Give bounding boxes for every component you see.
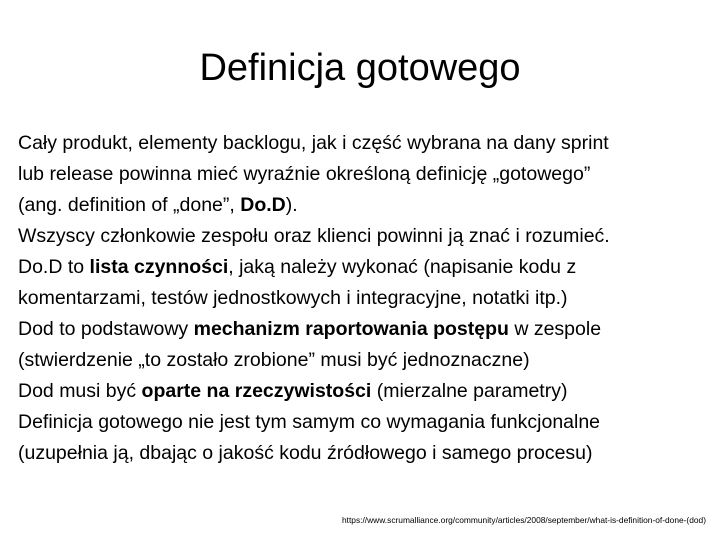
paragraph bbox=[18, 407, 708, 469]
paragraph-line bbox=[18, 221, 708, 252]
text-run: Do.D to bbox=[18, 256, 90, 278]
text-run: (stwierdzenie „to zostało zrobione” musi być jednoznaczne) bbox=[18, 349, 530, 371]
text-run: (mierzalne parametry) bbox=[371, 380, 568, 402]
paragraph-line bbox=[18, 128, 708, 159]
paragraph bbox=[18, 314, 708, 376]
paragraph-line bbox=[18, 314, 708, 345]
text-run: w zespole bbox=[508, 318, 602, 340]
bold-text: oparte na rzeczywistości bbox=[141, 380, 372, 402]
paragraph-line bbox=[18, 376, 708, 407]
paragraph bbox=[18, 128, 708, 221]
text-run: Dod musi być bbox=[18, 380, 142, 402]
paragraph-line bbox=[18, 345, 708, 376]
paragraph-line bbox=[18, 283, 708, 314]
text-run: (uzupełnia ją, dbając o jakość kodu źródłowego i samego procesu) bbox=[18, 442, 593, 464]
text-run: Definicja gotowego nie jest tym samym co wymagania funkcjonalne bbox=[18, 411, 601, 433]
paragraph bbox=[18, 252, 708, 314]
text-run: lub release powinna mieć wyraźnie określoną definicję „gotowego” bbox=[18, 163, 591, 185]
paragraph-line bbox=[18, 159, 708, 190]
bold-text: Do.D bbox=[240, 194, 286, 216]
slide-body bbox=[18, 128, 708, 469]
bold-text: mechanizm raportowania postępu bbox=[193, 318, 509, 340]
text-run: ). bbox=[285, 194, 298, 216]
text-run: Wszyscy członkowie zespołu oraz klienci powinni ją znać i rozumieć. bbox=[18, 225, 610, 247]
text-run: komentarzami, testów jednostkowych i integracyjne, notatki itp.) bbox=[18, 287, 568, 309]
paragraph-line bbox=[18, 407, 708, 438]
paragraph bbox=[18, 221, 708, 252]
text-run: (ang. definition of „done”, bbox=[18, 194, 241, 216]
paragraph bbox=[18, 376, 708, 407]
text-run: , jaką należy wykonać (napisanie kodu z bbox=[228, 256, 577, 278]
paragraph-line bbox=[18, 190, 708, 221]
text-run: Cały produkt, elementy backlogu, jak i część wybrana na dany sprint bbox=[18, 132, 609, 154]
slide-title: Definicja gotowego bbox=[199, 47, 521, 89]
source-link[interactable]: https://www.scrumalliance.org/community/articles/2008/september/what-is-definition-of-done-(dod) bbox=[341, 515, 706, 525]
paragraph-line bbox=[18, 252, 708, 283]
bold-text: lista czynności bbox=[89, 256, 229, 278]
text-run: Dod to podstawowy bbox=[18, 318, 194, 340]
paragraph-line bbox=[18, 438, 708, 469]
